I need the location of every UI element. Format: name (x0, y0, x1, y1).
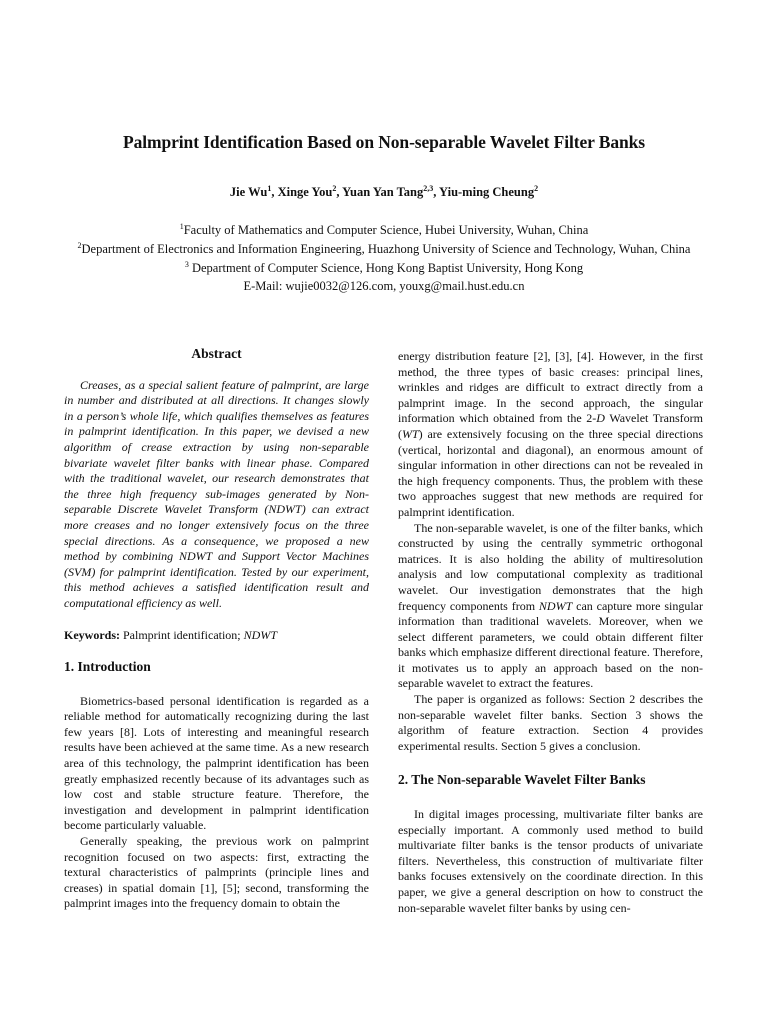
abstract-body: Creases, as a special salient feature of palmprint, are large in number and distributed at all directions. It changes slowly in a person’s whole life, which qualifies themselves as features in palmprint identification. In this paper, we devised a new algorithm of crease extraction by using non-separable bivariate wavelet filter banks with linear phase. Compared with the traditional wavelet, our research demonstrates that the three high frequency sub-images generated by Non-separable Discrete Wavelet Transform (NDWT) can extract more creases and no longer extensively focus on the three special directions. As a consequence, we proposed a new method by combining NDWT and Support Vector Machines (SVM) for palmprint identification. Tested by our experiment, this method achieves a satisfied identification result and computational efficiency as well. (64, 377, 369, 610)
author-affiliation-mark: 1 (267, 184, 272, 193)
body-text: Wavelet Transform ( (398, 411, 703, 441)
body-text: energy distribution feature [2], [3], [4]. However, in the first method, the three types of basic creases: principal lines, wrinkles and ridges are difficult to extract directly from a palmprint image. In the second approach, the singular information which obtained from the 2- (398, 349, 703, 426)
body-text: The non-separable wavelet, is one of the filter banks, which constructed by using the centrally symmetric orthogonal matrices. It is also holding the ability of multiresolution analysis and low computational complexity as traditional wavelet. Our investigation demonstrates that the high frequency components from (398, 520, 703, 613)
body-paragraph: The paper is organized as follows: Section 2 describes the non-separable wavelet filter banks. Section 3 shows the algorithm of feature extraction. Section 4 provides experimental results. Section 5 gives a conclusion. (398, 692, 703, 753)
affiliation-line (0, 221, 768, 240)
affiliation-mark: 1 (179, 222, 184, 231)
author-name: Jie Wu (229, 185, 268, 199)
body-text-emphasis: NDWT (538, 598, 573, 613)
body-paragraph (398, 349, 703, 521)
affiliation-line (0, 240, 768, 259)
author-name: Xinge You (277, 185, 333, 199)
author-name: Yiu-ming Cheung (439, 185, 535, 199)
keywords-emphasis: NDWT (243, 627, 277, 642)
author-list: Jie Wu$^1$, Xinge You$^2$, Yuan Yan Tang$^{2,3}$, Yiu-ming Cheung$^2$ (229, 184, 539, 199)
paper-title: Palmprint Identification Based on Non-separable Wavelet Filter Banks (123, 132, 645, 152)
body-text: can capture more singular information than traditional wavelets. Moreover, when we select different parameters, we could obtain different filter banks which emphasize different directional feature. Therefore, it motivates us to apply an approach based on the non-separable wavelet to extract the features. (398, 598, 704, 691)
body-paragraph: In digital images processing, multivariate filter banks are especially important. A commonly used method to build multivariate filter banks is the tensor products of univariate filters. Nevertheless, this construction of multivariate filter banks focuses extensively on the coordinate direction. In this paper, we give a general description on how to construct the non-separable wavelet filter banks by using cen- (398, 807, 703, 915)
keywords-label: Keywords: (64, 627, 120, 642)
section-heading-introduction: 1. Introduction (64, 659, 151, 675)
right-column (398, 349, 703, 916)
body-text: ) are extensively focusing on the three special directions (vertical, horizontal and diagonal), an enormous amount of singular information in other directions can not be revealed in the high frequency components. Thus, the problem with these two approaches suggest that new methods are required for palmprint identification. (398, 426, 703, 519)
abstract-heading: Abstract (191, 346, 242, 361)
affiliation-text: Faculty of Mathematics and Computer Science, Hubei University, Wuhan, China (183, 223, 589, 237)
intro-paragraph: Biometrics-based personal identification is regarded as a reliable method for automatically recognizing during the last few years [8]. Lots of interesting and meaningful research results have been achieved at the same time. As a new research area of this technology, the palmprint identification has been greatly emphasized recently because of its advantages such as low cost and stable structure feature. Therefore, the investigation and development in palmprint identification become particularly valuable. (64, 693, 369, 833)
contact-email: E-Mail: wujie0032@126.com, youxg@mail.hust.edu.cn (243, 279, 525, 293)
affiliation-mark: 3 (184, 260, 189, 269)
author-affiliation-mark: 2 (332, 184, 337, 193)
affiliation-text: Department of Computer Science, Hong Kong Baptist University, Hong Kong (188, 261, 584, 275)
author-affiliation-mark: 2,3 (423, 184, 434, 193)
affiliation-mark: 2 (77, 241, 82, 250)
left-column (64, 346, 369, 912)
intro-paragraph: Generally speaking, the previous work on palmprint recognition focused on two aspects: first, extracting the textural characteristics of palmprints (principle lines and creases) in spatial domain [1], [5]; second, transforming the palmprint images into the frequency domain to obtain the (64, 834, 369, 911)
affiliation-line (0, 259, 768, 278)
keywords-text: Palmprint identification; (120, 627, 244, 642)
affiliation-text: Department of Electronics and Information Engineering, Huazhong University of Science and Technology, Wuhan, China (81, 242, 691, 256)
keywords-line (64, 628, 369, 644)
body-text-emphasis: WT (402, 426, 419, 441)
author-affiliation-mark: 2 (534, 184, 539, 193)
body-paragraph (398, 521, 703, 693)
author-name: Yuan Yan Tang (342, 185, 424, 199)
section-heading-filter-banks: 2. The Non-separable Wavelet Filter Banks (398, 772, 646, 788)
body-text-emphasis: D (596, 411, 605, 426)
